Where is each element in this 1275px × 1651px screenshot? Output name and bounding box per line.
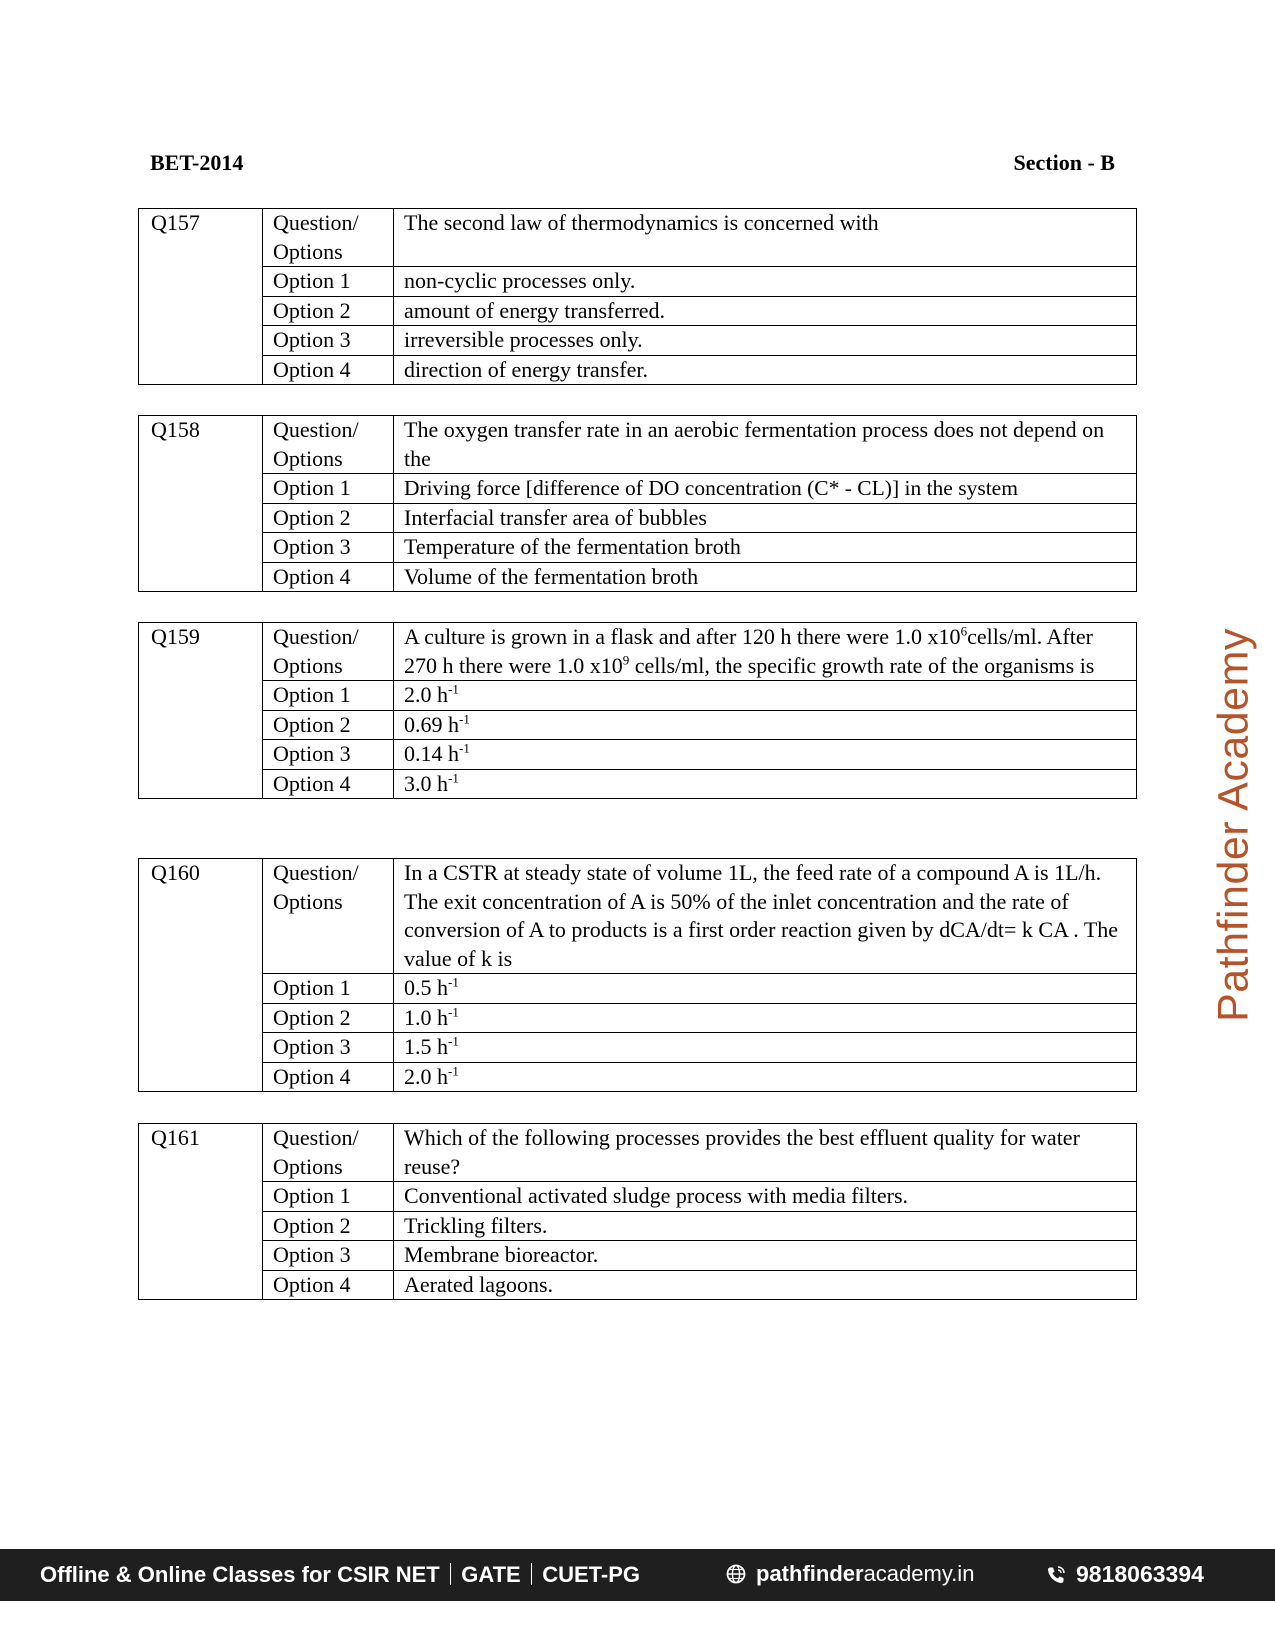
question-text-part: A culture is grown in a flask and after 120 h there were 1.0 x10 <box>404 624 961 649</box>
question-text: Which of the following processes provides the best effluent quality for water reuse? <box>394 1124 1137 1182</box>
question-table-q157 <box>138 208 1137 385</box>
section-label: Section - B <box>1013 150 1115 175</box>
question-id: Q161 <box>139 1124 263 1300</box>
option-label: Option 4 <box>263 1062 394 1092</box>
option-text: direction of energy transfer. <box>394 355 1137 385</box>
footer-tagline <box>40 1562 640 1588</box>
option-label: Option 2 <box>263 503 394 533</box>
question-options-label: Question/ Options <box>263 209 394 267</box>
option-text: 2.0 $h^{-1}$ <box>394 1062 1137 1092</box>
tagline-cuet: CUET-PG <box>542 1562 641 1587</box>
globe-icon <box>726 1564 746 1584</box>
option-text: 2.0 $h^{-1}$ <box>394 681 1137 711</box>
website-name-light: academy.in <box>863 1561 975 1586</box>
option-label: Option 1 <box>263 267 394 297</box>
question-options-label: Question/ Options <box>263 416 394 474</box>
option-text: irreversible processes only. <box>394 326 1137 356</box>
footer-banner <box>0 1549 1275 1601</box>
question-options-label: Question/ Options <box>263 1124 394 1182</box>
divider <box>450 1563 452 1585</box>
question-table-q161 <box>138 1123 1137 1300</box>
question-options-label: Question/ Options <box>263 623 394 681</box>
question-id: Q158 <box>139 416 263 592</box>
option-text: Aerated lagoons. <box>394 1270 1137 1300</box>
question-id: Q157 <box>139 209 263 385</box>
question-text: The second law of thermodynamics is concerned with <box>394 209 1137 267</box>
option-text: Volume of the fermentation broth <box>394 562 1137 592</box>
option-label: Option 3 <box>263 740 394 770</box>
divider <box>531 1563 533 1585</box>
question-id: Q160 <box>139 859 263 1092</box>
option-text: 1.5 $h^{-1}$ <box>394 1033 1137 1063</box>
phone-number: 9818063394 <box>1076 1561 1204 1587</box>
option-label: Option 3 <box>263 1033 394 1063</box>
option-label: Option 1 <box>263 474 394 504</box>
option-text: amount of energy transferred. <box>394 296 1137 326</box>
option-text: 0.5 $h^{-1}$ <box>394 974 1137 1004</box>
option-text: 0.14 $h^{-1}$ <box>394 740 1137 770</box>
option-text: Driving force [difference of DO concentration (C* - CL)] in the system <box>394 474 1137 504</box>
question-table-q159 <box>138 622 1137 799</box>
option-label: Option 1 <box>263 681 394 711</box>
option-text: 1.0 $h^{-1}$ <box>394 1003 1137 1033</box>
question-options-label: Question/ Options <box>263 859 394 974</box>
question-table-q158 <box>138 415 1137 592</box>
footer-phone[interactable] <box>1046 1561 1204 1588</box>
footer-website[interactable] <box>726 1561 974 1587</box>
exponent: 9 <box>622 652 630 668</box>
option-label: Option 4 <box>263 769 394 799</box>
tagline-main: Offline & Online Classes for CSIR NET <box>40 1562 440 1587</box>
option-text: non-cyclic processes only. <box>394 267 1137 297</box>
question-table-q160 <box>138 858 1137 1092</box>
option-text: Membrane bioreactor. <box>394 1241 1137 1271</box>
option-label: Option 2 <box>263 710 394 740</box>
tagline-gate: GATE <box>461 1562 521 1587</box>
exam-title: BET-2014 <box>150 150 244 175</box>
option-label: Option 2 <box>263 1211 394 1241</box>
phone-icon <box>1046 1565 1066 1585</box>
exponent: 6 <box>960 623 968 639</box>
option-text: 3.0 $h^{-1}$ <box>394 769 1137 799</box>
option-label: Option 3 <box>263 326 394 356</box>
option-label: Option 2 <box>263 1003 394 1033</box>
option-label: Option 3 <box>263 1241 394 1271</box>
option-text: Temperature of the fermentation broth <box>394 533 1137 563</box>
option-label: Option 1 <box>263 974 394 1004</box>
question-text: In a CSTR at steady state of volume 1L, the feed rate of a compound A is 1L/h. The exit concentration of A is 50% of the inlet concentration and the rate of conversion of A to products is a first order reaction given by dCA/dt= k CA . The value of k is <box>394 859 1137 974</box>
option-text: Interfacial transfer area of bubbles <box>394 503 1137 533</box>
option-label: Option 1 <box>263 1182 394 1212</box>
option-label: Option 4 <box>263 1270 394 1300</box>
website-name-bold: pathfinder <box>756 1561 864 1586</box>
question-text-part: cells/ml, the specific growth rate of the organisms is <box>629 652 1095 678</box>
question-text-part: cells/ml. After 270 h there were 1.0 x10 <box>404 624 1093 678</box>
option-label: Option 2 <box>263 296 394 326</box>
watermark-text: Pathfinder Academy <box>1209 628 1258 1022</box>
option-text: Conventional activated sludge process with media filters. <box>394 1182 1137 1212</box>
question-text: The oxygen transfer rate in an aerobic fermentation process does not depend on the <box>394 416 1137 474</box>
option-label: Option 3 <box>263 533 394 563</box>
option-text: Trickling filters. <box>394 1211 1137 1241</box>
option-text: 0.69 $h^{-1}$ <box>394 710 1137 740</box>
option-label: Option 4 <box>263 355 394 385</box>
option-label: Option 4 <box>263 562 394 592</box>
question-text <box>394 623 1137 681</box>
question-id: Q159 <box>139 623 263 799</box>
